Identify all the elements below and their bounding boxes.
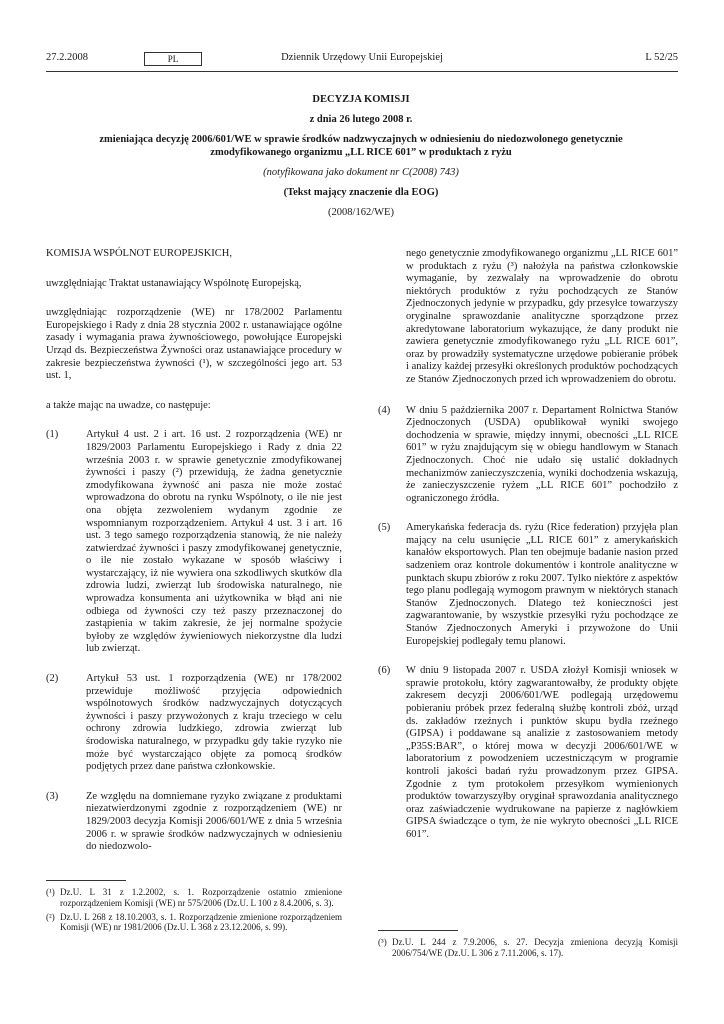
journal-title: Dziennik Urzędowy Unii Europejskiej bbox=[281, 52, 443, 63]
footnote-3 bbox=[378, 937, 678, 959]
preamble-treaty: uwzględniając Traktat ustanawiający Wspólnotę Europejską, bbox=[46, 277, 302, 289]
recital-3-continuation: nego genetycznie zmodyfikowanego organizmu „LL RICE 601” w produktach z ryżu (³) nałożyła na państwa członkowskie wymaganie, by zezwalały na wprowadzenie do obrotu niektórych produktów z ryżu pochodzących ze Stanów Zjednoczonych jedynie w przypadku, gdy przesyłce towarzyszy oryginalne sprawozdanie analityczne sporządzone przez akredytowane laboratorium wykazujące, że dany produkt nie zawiera genetycznie zmodyfikowanego ryżu „LL RICE 601”, oraz by prowadziły systematyczne urzędowe pobieranie próbek i analizy każdej przesyłki określonych produktów pochodzących ze Stanów Zjednoczonych przed ich wprowadzeniem do obrotu. bbox=[406, 248, 678, 385]
footnote-2 bbox=[46, 912, 342, 934]
recital-number: (2) bbox=[46, 673, 59, 685]
preamble-regulation: uwzględniając rozporządzenie (WE) nr 178/2002 Parlamentu Europejskiego i Rady z dnia 28 stycznia 2002 r. ustanawiające ogólne zasady i wymagania prawa żywnościowego, powołujące Europejski Urząd ds. Bezpieczeństwa Żywności oraz ustanawiające procedury w zakresie bezpieczeństwa żywności (¹), w szczególności jego art. 53 ust. 1, bbox=[46, 307, 342, 382]
page-reference: L 52/25 bbox=[645, 52, 678, 63]
recital-text: Artykuł 53 ust. 1 rozporządzenia (WE) nr 178/2002 przewiduje możliwość przyjęcia odpowiednich wspólnotowych środków nadzwyczajnych dotyczących żywności i paszy przywożonych z kraju trzeciego w celu ochrony zdrowia ludzkiego, zdrowia zwierząt lub środowiska naturalnego, w przypadku gdy takie ryzyko nie może być wystarczająco objęte za pomocą środków podjętych przez dane państwa członkowskie. bbox=[86, 673, 342, 773]
footnotes-left bbox=[46, 887, 342, 936]
recital-number: (3) bbox=[46, 790, 59, 802]
decision-date: z dnia 26 lutego 2008 r. bbox=[309, 114, 413, 125]
recital-number: (4) bbox=[378, 404, 391, 416]
footnote-1 bbox=[46, 887, 342, 909]
recital-5 bbox=[378, 522, 678, 648]
preamble-whereas: a także mając na uwadze, co następuje: bbox=[46, 399, 211, 411]
footnote-text: Dz.U. L 268 z 18.10.2003, s. 1. Rozporządzenie zmienione rozporządzeniem Komisji (WE) nr 1981/2006 (Dz.U. L 368 z 23.12.2006, s. 99). bbox=[60, 911, 342, 933]
eea-relevance: (Tekst mający znaczenie dla EOG) bbox=[283, 187, 439, 198]
footnote-text: Dz.U. L 244 z 7.9.2006, s. 27. Decyzja zmieniona decyzją Komisji 2006/754/WE (Dz.U. L 306 z 7.11.2006, s. 17). bbox=[392, 937, 678, 958]
notification-note: (notyfikowana jako dokument nr C(2008) 743) bbox=[263, 167, 459, 178]
recital-number: (1) bbox=[46, 429, 59, 441]
title-block bbox=[96, 93, 626, 219]
decision-title: DECYZJA KOMISJI bbox=[312, 94, 410, 105]
footnote-number: (¹) bbox=[46, 887, 55, 897]
recital-number: (6) bbox=[378, 665, 391, 677]
recital-text: Artykuł 4 ust. 2 i art. 16 ust. 2 rozporządzenia (WE) nr 1829/2003 Parlamentu Europejskiego i Rady z dnia 22 września 2003 r. w sprawie genetycznie zmodyfikowanej żywności i paszy (²) przewidują, że żadna genetycznie zmodyfikowana żywność ani pasza nie może zostać wprowadzona do obrotu na rynku Wspólnoty, o ile nie jest ona objęta zezwoleniem wydanym zgodnie ze wspomnianym rozporządzeniem. Artykuł 4 ust. 3 i art. 16 ust. 3 tego samego rozporządzenia stanowią, że nie należy zatwierdzać żywności i paszy zmodyfikowanej genetycznie, o ile nie zostało wykazane w sposób właściwy i wystarczający, iż nie wywiera ona szkodliwych skutków dla zdrowia ludzi, zwierząt lub środowiska naturalnego, nie wprowadza konsumenta ani użytkownika w błąd ani nie odbiega od żywności czy też paszy przeznaczonej do zastąpienia w takim zakresie, że jej normalne spożycie byłoby ze względów żywieniowych niekorzystne dla ludzi lub zwierząt. bbox=[86, 429, 342, 655]
recital-6 bbox=[378, 665, 678, 841]
recital-number: (5) bbox=[378, 522, 391, 534]
decision-number: (2008/162/WE) bbox=[328, 207, 394, 218]
recital-text: Amerykańska federacja ds. ryżu (Rice federation) przyjęła plan mający na celu usunięcie „LL RICE 601” z amerykańskich kanałów eksportowych. Plan ten obejmuje badanie nasion przed sadzeniem oraz kontrole dokumentów i kontrole analityczne w punktach skupu zbiorów z roku 2007. Tylko niektóre z aspektów tego planu podlegają wymogom prawnym w niektórych stanach Stanów Zjednoczonych. Dlatego też konieczności jest zagwarantowanie, by wszystkie przesyłki ryżu pochodzące ze Stanów Zjednoczonych Ameryki i przywożone do Unii Europejskiej podlegały temu planowi. bbox=[406, 522, 679, 647]
page-header bbox=[46, 52, 678, 68]
recital-1 bbox=[46, 429, 342, 656]
footnote-divider-left bbox=[46, 880, 126, 881]
header-divider bbox=[46, 71, 678, 72]
footnote-text: Dz.U. L 31 z 1.2.2002, s. 1. Rozporządzenie ostatnio zmienione rozporządzeniem Komisji (WE) nr 575/2006 (Dz.U. L 100 z 8.4.2006, s. 3). bbox=[60, 887, 342, 908]
recital-2 bbox=[46, 673, 342, 774]
language-badge: PL bbox=[144, 52, 202, 66]
header-date: 27.2.2008 bbox=[46, 52, 88, 63]
decision-subject: zmieniająca decyzję 2006/601/WE w sprawie środków nadzwyczajnych w odniesieniu do niedozwolonego genetycznie zmodyfikowanego organizmu „LL RICE 601” w produktach z ryżu bbox=[99, 134, 623, 158]
footnote-number: (²) bbox=[46, 911, 55, 922]
preamble-commission: KOMISJA WSPÓLNOT EUROPEJSKICH, bbox=[46, 248, 233, 259]
recital-text: W dniu 9 listopada 2007 r. USDA złożył Komisji wniosek w sprawie protokołu, który zagwarantowałby, że produkty objęte zakresem decyzji 2006/601/WE podlegają urzędowemu pobieraniu próbek przez federalną służbę kontroli zbóż, urząd ds. zakładów rzeźnych i punktów skupu bydła rzeźnego (GIPSA) i poddawane są analizie z zastosowaniem metody „P35S:BAR”, o której mowa w decyzji 2006/601/WE w laboratorium z powodzeniem uczestniczącym w programie kontroli jakości badań ryżu prowadzonym przez GIPSA. Zgodnie z tym protokołem przesyłkom wymienionych produktów towarzyszyłby oryginał sprawozdania analitycznego oraz zaświadczenie wydrukowane na papierze z nagłówkiem GIPSA świadczące o tym, że nie wykryto obecności „LL RICE 601”. bbox=[406, 665, 678, 840]
footnote-number: (³) bbox=[378, 937, 387, 947]
footnotes-right bbox=[378, 937, 678, 962]
recital-text: W dniu 5 października 2007 r. Departament Rolnictwa Stanów Zjednoczonych (USDA) opublikował wyniki swojego dochodzenia w sprawie, między innymi, obecności „LL RICE 601” w ryżu znajdującym się w obiegu handlowym w Stanach Zjednoczonych. Choć nie udało się ustalić dokładnych mechanizmów zanieczyszczenia, wyniki dochodzenia wskazują, że zanieczyszczenie ryżem „LL RICE 601” pochodziło z ograniczonego źródła. bbox=[406, 404, 678, 504]
right-column bbox=[378, 248, 678, 856]
recital-text: Ze względu na domniemane ryzyko związane z produktami niezatwierdzonymi zgodnie z rozporządzeniem (WE) nr 1829/2003 decyzja Komisji 2006/601/WE z dnia 5 września 2006 r. w sprawie środków nadzwyczajnych w odniesieniu do niedozwolo- bbox=[86, 790, 342, 853]
left-column bbox=[46, 248, 342, 868]
footnote-divider-right bbox=[378, 930, 458, 931]
recital-4 bbox=[378, 405, 678, 506]
recital-3 bbox=[46, 791, 342, 854]
